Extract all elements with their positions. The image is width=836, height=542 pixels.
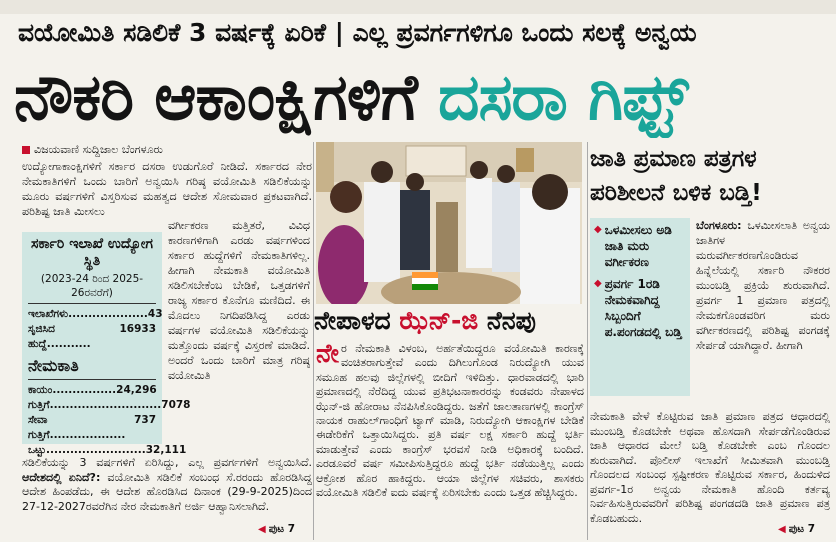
stats-row <box>28 413 156 443</box>
stats-row-label: ಇಲಾಖೆಗಳು.................... <box>28 308 148 320</box>
stats-title: ಸರ್ಕಾರಿ ಇಲಾಖೆ ಉದ್ಯೋಗ ಸ್ಥಿತಿ <box>31 236 153 269</box>
highlight-text-2: ಪ್ರವರ್ಗ 1ರಡಿ ನೇಮಕವಾಗಿದ್ದ ಸಿಬ್ಬಂದಿಗೆ ಪ.ಪಂಗಡದಲ್ಲಿ ಬಡ್ತಿ <box>604 277 682 339</box>
top-strip <box>0 0 836 14</box>
kicker-headline: ವಯೋಮಿತಿ ಸಡಿಲಿಕೆ 3 ವರ್ಷಕ್ಕೆ ಏರಿಕೆ | ಎಲ್ಲ ಪ್ರವರ್ಗಗಳಿಗೂ ಒಂದು ಸಲಕ್ಕೆ ಅನ್ವಯ <box>18 18 697 47</box>
dateline: ಬೆಂಗಳೂರು: <box>696 219 742 232</box>
column-divider-2 <box>587 142 588 540</box>
nepal-paragraph <box>316 342 584 514</box>
main-headline <box>14 58 830 138</box>
bullet-diamond-icon: ◆ <box>594 278 602 289</box>
stats-row-value: 16933 <box>119 323 156 335</box>
stats-divider <box>28 303 156 304</box>
headline-part2: ದಸರಾ ಗಿಫ್ಟ್ <box>438 61 688 135</box>
stats-row-value: 24,296 <box>116 384 157 396</box>
highlight-item <box>594 276 686 340</box>
highlights-box <box>590 218 690 396</box>
right-headline <box>590 142 830 214</box>
stats-period: (2023-24 ರಿಂದ 2025-26ರವರೆಗೆ) <box>40 273 144 299</box>
nepal-paragraph-text: ರ ನೇಮಕಾತಿ ವಿಳಂಬ, ಅರ್ಹತೆಯಿದ್ದರೂ ವಯೋಮಿತಿ ಕಾರಣಕ್ಕೆ ವಂಚಿತರಾಗುತ್ತೇವೆ ಎಂದು ದಿಗಿಲುಗೊಂಡ ನಿರುದ್ಯೋಗಿ ಯುವ ಸಮೂಹ ಹಲವು ಜಿಲ್ಲೆಗಳಲ್ಲಿ ಬೀದಿಗೆ ಇಳಿದಿತ್ತು. ಧಾರವಾಡದಲ್ಲಿ ಭಾರಿ ಪ್ರಮಾಣದಲ್ಲಿ ನೆರೆದಿದ್ದ ಯುವ ಪ್ರತಿಭಟನಾಕಾರರನ್ನು ಕಂಡವರು ನೇಪಾಳದ ಝೆನ್-ಜಿ ಹೋರಾಟ ನೆನಪಿಸಿಕೊಂಡಿದ್ದರು. ಜತೆಗೆ ಜಾಲತಾಣಗಳಲ್ಲಿ ಕಾಂಗ್ರೆಸ್ ನಾಯಕ ರಾಹುಲ್‌ಗಾಂಧಿಗೆ ಟ್ಯಾಗ್ ಮಾಡಿ, ನಿರುದ್ಯೋಗಿ ಆಕಾಂಕ್ಷಿಗಳ ಬೇಡಿಕೆ ಈಡೇರಿಕೆಗೆ ಒತ್ತಾಯಿಸಿದ್ದರು. ಪ್ರತಿ ವರ್ಷ ಲಕ್ಷ ಸರ್ಕಾರಿ ಹುದ್ದೆ ಭರ್ತಿ ಮಾಡುತ್ತೇವೆ ಎಂದು ಕಾಂಗ್ರೆಸ್ ಭರವಸೆ ನೀಡಿ ಅಧಿಕಾರಕ್ಕೆ ಬಂದಿದೆ. ಎರಡೂವರೆ ವರ್ಷ ಸಮೀಪಿಸುತ್ತಿದ್ದರೂ ಹುದ್ದೆ ಭರ್ತಿ ನಡೆಯುತ್ತಿಲ್ಲ ಎಂದು ಆಕ್ರೋಶ ಹೊರ ಹಾಕಿದ್ದರು. ಆಯಾ ಜಿಲ್ಲೆಗಳ ಸಚಿವರು, ಶಾಸಕರು ವಯೋಮಿತಿ ಸಡಿಲಿಕೆ ಐದು ವರ್ಷಕ್ಕೆ ಏರಿಸಬೇಕು ಎಂದು ಒತ್ತಡ ಹೆಚ್ಚಿಸಿದ್ದರು. <box>316 342 584 500</box>
right-headline-line1: ಜಾತಿ ಪ್ರಮಾಣ ಪತ್ರಗಳ <box>590 146 757 172</box>
stats-row-label: ಗುತ್ತಿಗೆ............................ <box>28 399 162 411</box>
stats-row-value: 32,111 <box>145 444 187 456</box>
drop-cap: ನೇ <box>316 342 339 369</box>
stats-row-label: ಕಾಯಂ................ <box>28 384 117 396</box>
left-bottom-line1: ಸಡಿಲಿಕೆಯನ್ನು 3 ವರ್ಷಗಳಿಗೆ ಏರಿಸಿದ್ದು, ಎಲ್ಲ ಪ್ರವರ್ಗಗಳಿಗೆ ಅನ್ವಯಿಸಿದೆ. <box>22 456 312 469</box>
stats-row-value: 43 <box>147 308 163 320</box>
stats-row-label: ಸೃಜಿಸಿದ ಹುದ್ದೆ........... <box>28 323 91 350</box>
stats-rows-recruitment <box>28 383 191 458</box>
stats-box <box>22 232 191 456</box>
left-bottom-rest: ವಯೋಮಿತಿ ಸಡಿಲಿಕೆ ಸಂಬಂಧ ಸೆ.ರರಂದು ಹೊರಡಿಸಿದ್ದ ಆದೇಶ ಹಿಂಪಡೆದು, ಈ ಆದೇಶ ಹೊರಡಿಸಿದ ದಿನಾಂಕ (29-9-2025)ದಿಂದ 27-12-2027ರವರೆಗಿನ ನೇರ ನೇಮಕಾತಿಗೆ ಅರ್ಜಿ ಆಹ್ವಾನಿಸಲಾಗಿದೆ. <box>22 470 312 513</box>
play-arrow-icon: ◀ <box>778 524 786 535</box>
stats-row-label: ಸೇವಾ ಗುತ್ತಿಗೆ................... <box>28 414 126 441</box>
right-paragraph-text: ಒಳಮೀಸಲಾತಿ ಅನ್ವಯ ಜಾತಿಗಳ ಮರುವರ್ಗೀಕರಣಗೊಂಡಿರುವ ಹಿನ್ನೆಲೆಯಲ್ಲಿ ಸರ್ಕಾರಿ ನೌಕರರ ಮುಂಬಡ್ತಿ ಪ್ರಕ್ರಿಯೆ ಶುರುವಾಗಿದೆ. ಪ್ರವರ್ಗ 1 ಪ್ರಮಾಣ ಪತ್ರದಲ್ಲಿ ನೇಮಕಗೊಂಡವರಿಗ ಮರು ವರ್ಗೀಕರಣದಲ್ಲಿ ಪರಿಶಿಷ್ಟ ಪಂಗಡಕ್ಕೆ ಸೇರ್ಪಡೆ ಯಾಗಿದ್ದಾರೆ. ಹೀಗಾಗಿ <box>696 219 830 352</box>
page-ref-right[interactable] <box>778 523 815 536</box>
stats-row <box>28 322 156 352</box>
page-ref-left[interactable] <box>258 523 295 536</box>
stats-rows-departments <box>28 307 163 352</box>
news-photo <box>316 142 582 304</box>
page-ref-right-label: ಪುಟ 7 <box>788 523 816 535</box>
byline-text: ವಿಜಯವಾಣಿ ಸುದ್ದಿಜಾಲ ಬೆಂಗಳೂರು <box>34 143 163 156</box>
headline-part1: ನೌಕರಿ ಆಕಾಂಕ್ಷಿಗಳಿಗೆ <box>14 61 417 135</box>
stats-row <box>28 307 163 322</box>
bullet-diamond-icon: ◆ <box>594 224 602 235</box>
subhead-part-c: ನೆನಪು <box>478 306 536 335</box>
stats-row-value: 7078 <box>161 399 191 411</box>
subhead-part-a: ನೇಪಾಳದ <box>314 306 400 335</box>
photo-illustration <box>316 142 582 304</box>
stats-divider-2 <box>28 379 156 380</box>
order-question: ಆದೇಶದಲ್ಲಿ ಏನಿದೆ?: <box>22 470 101 484</box>
lead-paragraph: ಉದ್ಯೋಗಾಕಾಂಕ್ಷಿಗಳಿಗೆ ಸರ್ಕಾರ ದಸರಾ ಉಡುಗೊರೆ ನೀಡಿದೆ. ಸರ್ಕಾರದ ನೇರ ನೇಮಕಾತಿಗಳಿಗೆ ಒಂದು ಬಾರಿಗೆ ಅನ್ವಯಿಸಿ ಗರಿಷ್ಠ ವಯೋಮಿತಿ ಸಡಿಲಿಕೆಯನ್ನು ಮೂರು ವರ್ಷಗಳಿಗೆ ವಿಸ್ತರಿಸುವ ಮಹತ್ವದ ಆದೇಶ ಸೋಮವಾರ ಪ್ರಕಟವಾಗಿದೆ. ಪರಿಶಿಷ್ಟ ಜಾತಿ ಮೀಸಲು <box>22 160 312 218</box>
left-side-paragraph: ವರ್ಗೀಕರಣ ಮತ್ತಿತರೆ, ವಿವಿಧ ಕಾರಣಗಳಿಗಾಗಿ ಎರಡು ವರ್ಷಗಳಿಂದ ಸರ್ಕಾರ ಹುದ್ದೆಗಳಿಗೆ ನೇಮಕಾತಿಗಳಿಲ್ಲ. ಹೀಗಾಗಿ ನೇಮಕಾತಿ ವಯೋಮಿತಿ ಸಡಿಲಿಸಬೇಕೆಂಬ ಬೇಡಿಕೆ, ಒತ್ತಡಗಳಿಗೆ ರಾಜ್ಯ ಸರ್ಕಾರ ಕೊನೆಗೂ ಮಣಿದಿದೆ. ಈ ಮೊದಲು ನಿಗದಿಪಡಿಸಿದ್ದ ಎರಡು ವರ್ಷಗಳ ವಯೋಮಿತಿ ಸಡಿಲಿಕೆಯನ್ನು ಮತ್ತೊಂದು ವರ್ಷಕ್ಕೆ ವಿಸ್ತರಣೆ ಮಾಡಿದೆ. ಅಂದರೆ ಒಂದು ಬಾರಿಗೆ ಮಾತ್ರ ಗರಿಷ್ಠ ವಯೋಮಿತಿ <box>168 219 310 382</box>
stats-heading-recruitment: ನೇಮಕಾತಿ <box>28 356 79 375</box>
highlight-item <box>594 222 686 270</box>
right-bottom-paragraph: ನೇಮಕಾತಿ ವೇಳೆ ಕೊಟ್ಟಿರುವ ಜಾತಿ ಪ್ರಮಾಣ ಪತ್ರದ ಆಧಾರದಲ್ಲಿ ಮುಂಬಡ್ತಿ ಕೊಡಬೇಕೇ ಅಥವಾ ಹೊಸದಾಗಿ ಸೇರ್ಪಡೆಗೊಂಡಿರುವ ಜಾತಿ ಆಧಾರದ ಮೇಲೆ ಬಡ್ತಿ ಕೊಡಬೇಕೇ ಎಂಬ ಗೊಂದಲ ಶುರುವಾಗಿದೆ. ಪೊಲೀಸ್ ಇಲಾಖೆಗೆ ಸೀಮಿತವಾಗಿ ಮುಂಬಡ್ತಿ ಗೊಂದಲದ ಸಂಬಂಧ ಸ್ಪಷ್ಟೀಕರಣ ಕೊಟ್ಟಿರುವ ಸರ್ಕಾರ, ಹಿಂದುಳಿದ ಪ್ರವರ್ಗ-1ರ ಅನ್ವಯ ನೇಮಕಾತಿ ಹೊಂದಿ ಕರ್ತವ್ಯ ನಿರ್ವಹಿಸುತ್ತಿರುವವರಿಗೆ ಪರಿಶಿಷ್ಟ ಪಂಗಡದಡಿ ಜಾತಿ ಪ್ರಮಾಣ ಪತ್ರ ಕೊಡಬಹುದು. <box>590 410 830 525</box>
stats-row-label: ಒಟ್ಟು......................... <box>28 444 146 456</box>
right-headline-line2: ಪರಿಶೀಲನೆ ಬಳಿಕ ಬಡ್ತಿ! <box>590 180 762 206</box>
highlight-text-1: ಒಳಮೀಸಲು ಅಡಿ ಜಾತಿ ಮರು ವರ್ಗೀಕರಣ <box>604 223 672 269</box>
byline-square-icon <box>22 146 30 154</box>
stats-row-value: 737 <box>134 414 156 426</box>
subhead-part-b: ಝೆನ್-ಜಿ <box>399 306 479 335</box>
nepal-subheadline <box>314 306 586 342</box>
byline <box>22 142 312 157</box>
stats-row <box>28 383 156 398</box>
stats-row <box>28 398 191 413</box>
page-ref-left-label: ಪುಟ 7 <box>268 523 296 535</box>
play-arrow-icon: ◀ <box>258 524 266 535</box>
right-paragraph <box>696 218 830 408</box>
